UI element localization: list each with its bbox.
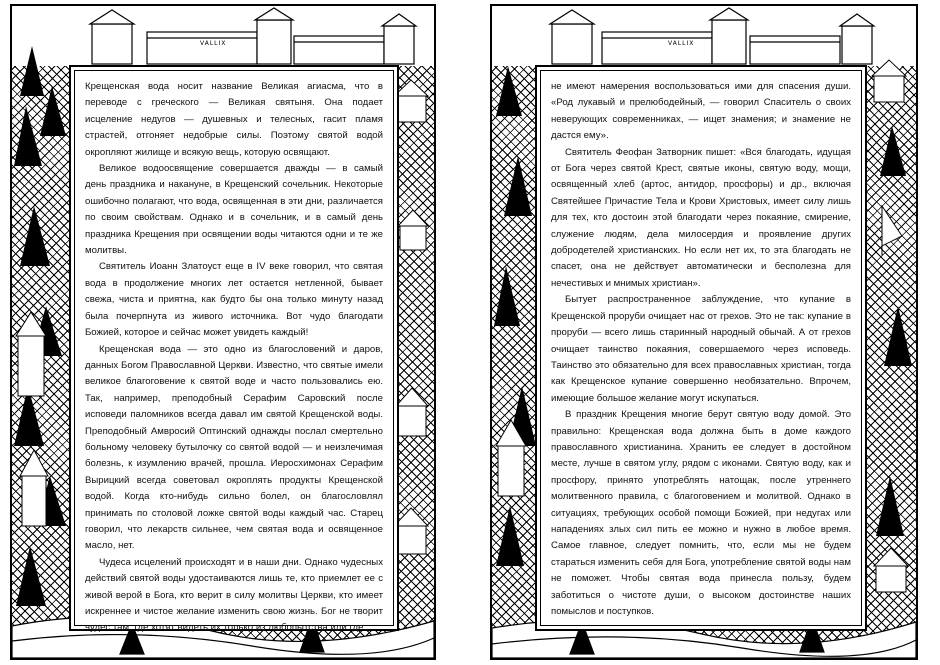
left-paragraph-5: Чудеса исцелений происходят и в наши дни. Однако чудесных действий святой воды удостаиваются лишь те, кто приемлет ее с живой верой в Бога, кто верит в силу молитвы Церкви, кто имеет искреннее и чистое желание изменить свою жизнь. Бог не творит чудес там, где хотят видеть их только из любопытства или где: [85, 556, 383, 634]
right-paragraph-4: В праздник Крещения многие берут святую воду домой. Это правильно: Крещенская вода должна быть в доме каждого православного христианина. Хранить ее следует в достойном месте, лучше в святом углу, рядом с иконами. Святую воду, как и просфору, принято употреблять натощак, после утреннего молитвенного правила, с благоговением и молитвой. Однако в ситуациях, требующих особой помощи Божией, при недугах или нападениях злых сил пить ее можно и нужно в любое время. Самое главное, следует помнить, что, если мы не будем стараться изменить себя для Бога, употребление святой воды нам не поможет. Чтобы святая вода принесла пользу, будем заботиться о чистоте души, о высоком достоинстве наших помыслов и поступков.: [551, 409, 851, 617]
right-illustrated-border: [490, 4, 918, 660]
right-page: [488, 0, 934, 665]
left-paragraph-4: Крещенская вода — это одно из благословений и даров, данных Богом Православной Церкви. Известно, что святые имели великое благоговение к святой воде и часто пользовались ею. Так, например, преподобный Серафим Саровский после исповеди паломников всегда давал им святой Крещенской воды. Преподобный Амвросий Оптинский однажды послал смертельно больному человеку бутылочку со святой водой — и неизлечимая болезнь, к изумлению врачей, прошла. Иеросхимонах Серафим Вырицкий всегда советовал окроплять продукты Крещенской водой. Когда кто-нибудь сильно болел, он благословлял принимать по столовой ложке святой воды каждый час. Старец говорил, что лекарств сильнее, чем святая вода и освященное масло, нет.: [85, 343, 383, 552]
right-wall-label: VALLIX: [668, 40, 695, 47]
right-paragraph-3: Бытует распространенное заблуждение, что купание в Крещенской проруби очищает нас от грехов. Это не так: купание в проруби — всего лишь старинный народный обычай. А от грехов очищает таинство покаяния, совершаемого через исповедь. Таинство это обязательно для всех православных христиан, тогда как Крещенское купание совершенно необязательно. Впрочем, имеющие большое желание могут искупаться.: [551, 294, 851, 404]
left-right-column-houses: [394, 80, 428, 554]
left-text-panel: [74, 70, 394, 634]
right-paragraph-1: не имеют намерения воспользоваться ими для спасения души. «Род лукавый и прелюбодейный, — говорил Спаситель о своих неверующих современниках, — ищет знамения; и знамение не дастся ему».: [551, 81, 851, 142]
left-paragraph-2: Великое водоосвящение совершается дважды — в самый день праздника и накануне, в Крещенский сочельник. Некоторые ошибочно полагают, что вода, освященная в эти дни, различается по своим свойствам. Однако и в сочельник, и в самый день праздника Крещения при освящении воды читаются одни и те же молитвы.: [85, 163, 383, 257]
right-paragraph-2: Святитель Феофан Затворник пишет: «Вся благодать, идущая от Бога через святой Крест, святые иконы, святую воду, мощи, освященный хлеб (артос, антидор, просфоры) и др., включая Святейшее Причастие Тела и Крови Христовых, имеет силу лишь для тех, кто достоин этой благодати через покаяние, смирение, служение людям, дела милосердия и проявление других добродетелей христианских. Но если нет их, то эта благодать не спасет, она не действует автоматически и бесполезна для нечестивых и мнимых христиан».: [551, 146, 851, 289]
right-text-panel: [540, 70, 862, 626]
left-illustrated-border: [10, 4, 436, 660]
left-paragraph-3: Святитель Иоанн Златоуст еще в IV веке говорил, что святая вода в продолжение многих лет остается нетленной, бывает свежа, чиста и приятна, как будто бы она только минуту назад была почерпнута из живого источника. Вот чудо благодати Божией, которое и сейчас может увидеть каждый!: [85, 261, 383, 339]
left-page: [0, 0, 446, 665]
left-wall-label: VALLIX: [200, 40, 227, 47]
left-paragraph-1: Крещенская вода носит название Великая агиасма, что в переводе с греческого — Великая святыня. Она подает исцеление недугов — душевных и телесных, гасит пламя страстей, отгоняет недобрые силы. Поэтому святой водой окропляют жилище и всякую вещь, которую освящают.: [85, 81, 383, 158]
